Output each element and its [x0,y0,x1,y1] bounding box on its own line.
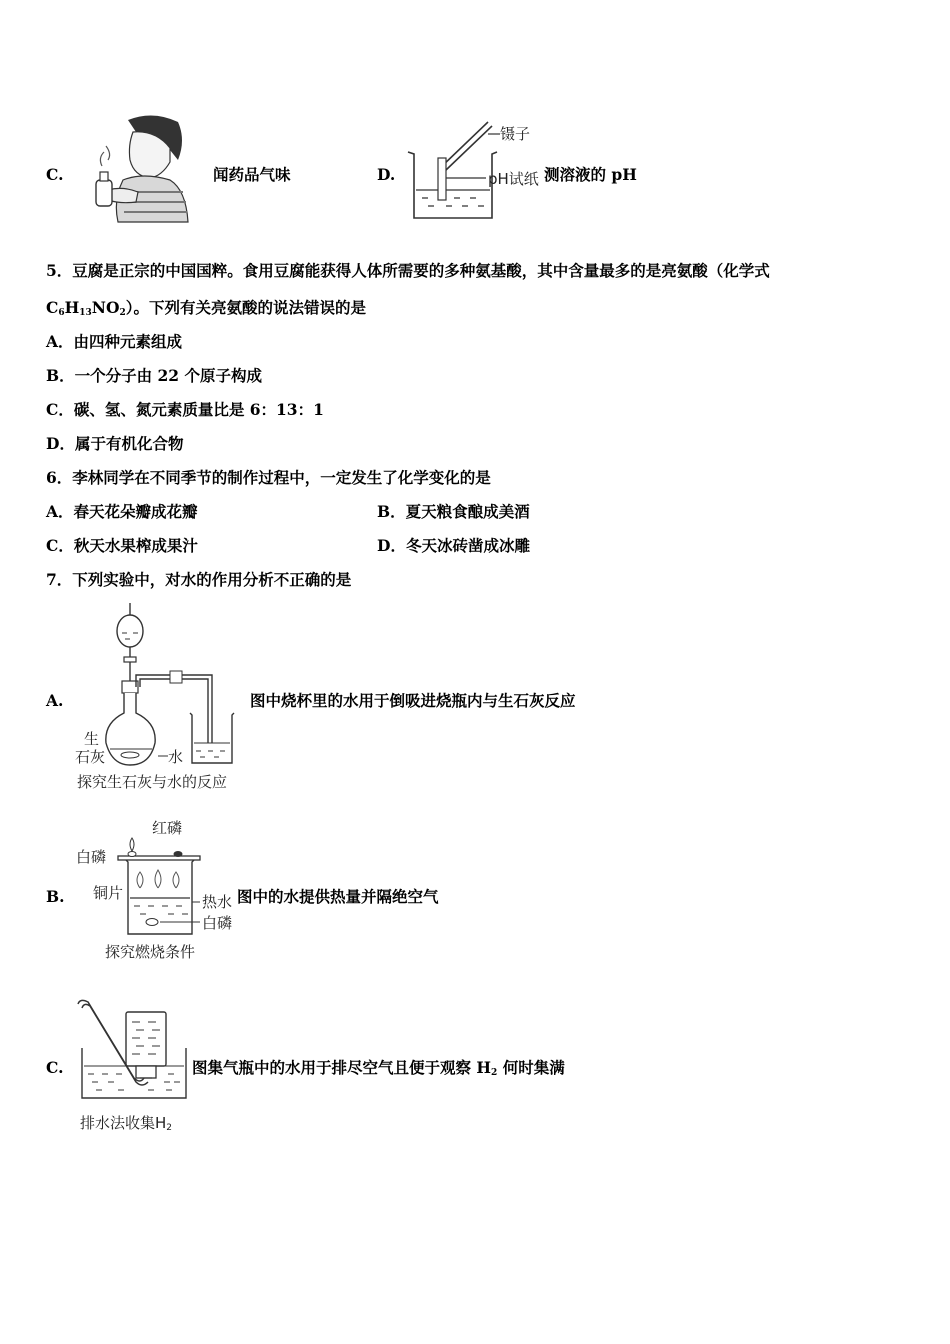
smelling-person-figure [78,110,193,228]
label-white-phosphorus-bottom: 白磷 [202,914,233,932]
q5-stem-line2-rest: ）。下列有关亮氨酸的说法错误的是 [125,298,366,317]
q7-option-b-text: 图中的水提供热量并隔绝空气 [237,887,439,906]
q7-option-a-text: 图中烧杯里的水用于倒吸进烧瓶内与生石灰反应 [250,691,576,710]
q7-c-text-after: 何时集满 [497,1058,565,1077]
q7-option-a-letter: A. [46,691,64,710]
label-red-phosphorus: 红磷 [152,819,183,837]
q5-option-d: D．属于有机化合物 [46,434,184,453]
q5-stem-line1: 5．豆腐是正宗的中国国粹。食用豆腐能获得人体所需要的多种氨基酸，其中含量最多的是亮氨酸（化学式 [46,261,770,280]
q7-c-caption [80,1114,172,1132]
q7-c-caption-sub: 2 [166,1123,173,1133]
water-displacement-collection-figure [78,998,190,1108]
q4-option-d-letter: D. [377,165,396,184]
q5-option-a: A．由四种元素组成 [46,332,183,351]
q7-b-caption: 探究燃烧条件 [105,943,196,961]
label-shihui: 石灰 [75,748,106,766]
q5-option-b: B．一个分子由 22 个原子构成 [46,366,262,385]
label-sheng: 生 [84,730,100,748]
q5-option-c: C．碳、氢、氮元素质量比是 6：13：1 [46,400,324,419]
q7-c-caption-text: 排水法收集H [80,1114,167,1132]
q6-stem: 6．李林同学在不同季节的制作过程中，一定发生了化学变化的是 [46,468,491,487]
label-hot-water: 热水 [202,893,233,911]
formula-h: H [64,298,80,317]
ph-paper-label: pH试纸 [488,170,539,188]
q4-option-d-text: 测溶液的 pH [544,165,637,184]
combustion-conditions-figure [118,838,203,938]
formula-no-sub: 2 [119,308,126,318]
formula-c: C [46,298,59,317]
q6-option-c: C．秋天水果榨成果汁 [46,536,198,555]
q5-stem-line2 [46,298,366,318]
q7-option-c-letter: C. [46,1058,64,1077]
q7-option-c-text [192,1058,565,1078]
label-copper-plate: 铜片 [93,884,124,902]
formula-h-sub: 13 [79,308,92,318]
formula-no: NO [91,298,120,317]
label-white-phosphorus-top: 白磷 [76,848,107,866]
formula-c-sub: 6 [58,308,65,318]
q7-a-caption: 探究生石灰与水的反应 [77,773,228,791]
q7-stem: 7．下列实验中，对水的作用分析不正确的是 [46,570,352,589]
q7-c-text-sub: 2 [491,1068,498,1078]
q7-c-text-before: 图集气瓶中的水用于排尽空气且便于观察 H [192,1058,492,1077]
q4-option-c-text: 闻药品气味 [213,165,291,184]
q4-option-c-letter: C. [46,165,64,184]
label-water: 水 [168,748,184,766]
q7-option-b-letter: B. [46,887,65,906]
q6-option-d: D．冬天冰砖凿成冰雕 [377,536,530,555]
q6-option-a: A．春天花朵瓣成花瓣 [46,502,198,521]
tweezers-label: 镊子 [500,125,531,143]
q6-option-b: B．夏天粮食酿成美酒 [377,502,530,521]
